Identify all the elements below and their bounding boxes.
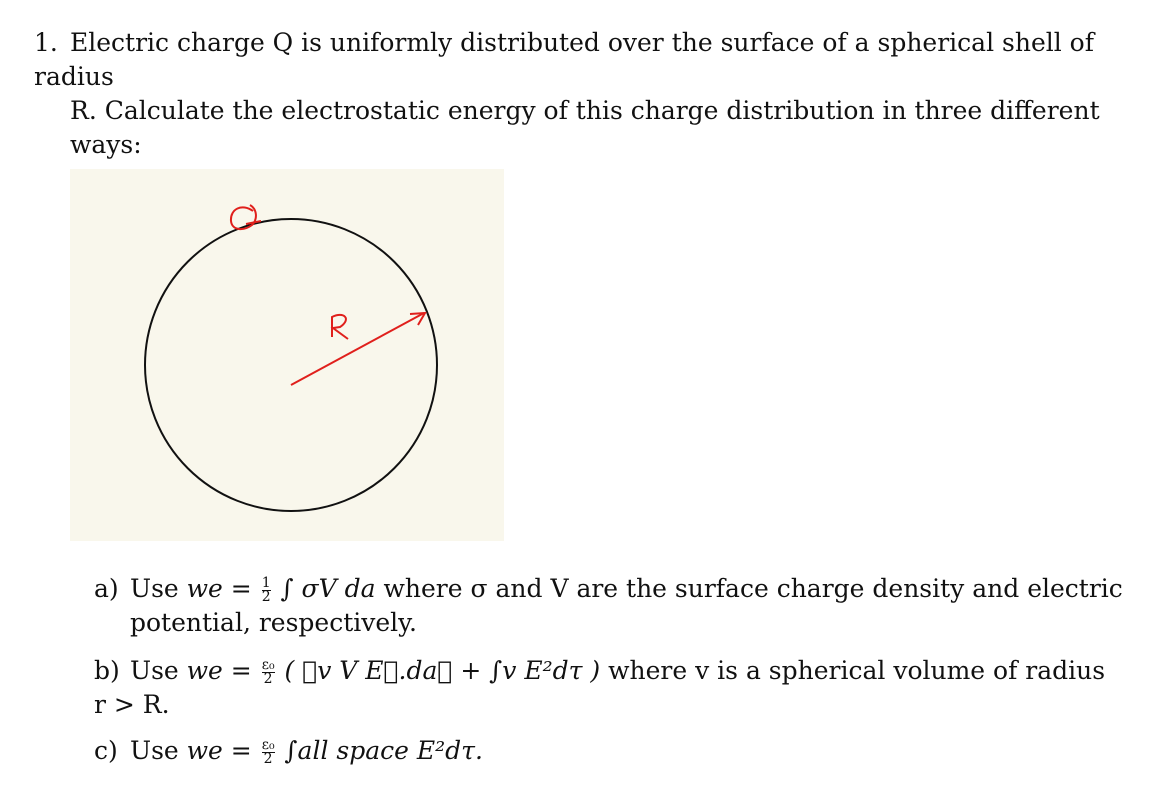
part-a-continuation: potential, respectively.: [130, 608, 417, 637]
part-b-post: where v is a spherical volume of radius r > R.: [94, 656, 1106, 719]
part-c: [94, 734, 1124, 768]
part-b-label: b): [94, 656, 120, 685]
part-a-post: where σ and V are the surface charge density and electric: [383, 574, 1123, 603]
part-a: [94, 572, 1124, 640]
part-b: [94, 654, 1124, 722]
part-b-lhs: we =: [186, 656, 252, 685]
part-a-pre: Use: [130, 574, 179, 603]
radius-arrow-line: [291, 313, 424, 385]
part-b-rhs: ( ∮v V E⃗.da⃗ + ∫v E²dτ ): [284, 656, 601, 685]
part-a-rhs: ∫ σV da: [280, 574, 376, 603]
part-a-label: a): [94, 574, 119, 603]
part-c-lhs: we =: [186, 736, 252, 765]
sphere-diagram: [70, 169, 504, 541]
eps-half-fraction: $\frac{\text{ε₀}}{2}$: [261, 657, 275, 687]
problem-statement: [34, 26, 1134, 162]
shell-circle: [145, 219, 437, 511]
problem-line-2: R. Calculate the electrostatic energy of this charge distribution in three different ways:: [70, 96, 1100, 159]
half-fraction: $\frac{1}{2}$: [261, 575, 271, 605]
problem-text-line-1: Electric charge Q is uniformly distributed over the surface of a spherical shell of radius: [34, 28, 1094, 91]
part-c-pre: Use: [130, 736, 179, 765]
sphere-figure: [70, 169, 504, 541]
parts-list: [94, 572, 1124, 768]
eps-half-fraction-c: $\frac{\text{ε₀}}{2}$: [261, 737, 275, 767]
part-b-pre: Use: [130, 656, 179, 685]
charge-label-glyph: [231, 205, 256, 229]
part-c-rhs: ∫all space E²dτ.: [284, 736, 483, 765]
problem-line-1: [34, 26, 1134, 94]
part-c-label: c): [94, 736, 118, 765]
part-a-lhs: we =: [186, 574, 252, 603]
radius-label-glyph: [332, 315, 348, 339]
problem-number: 1.: [34, 28, 58, 57]
